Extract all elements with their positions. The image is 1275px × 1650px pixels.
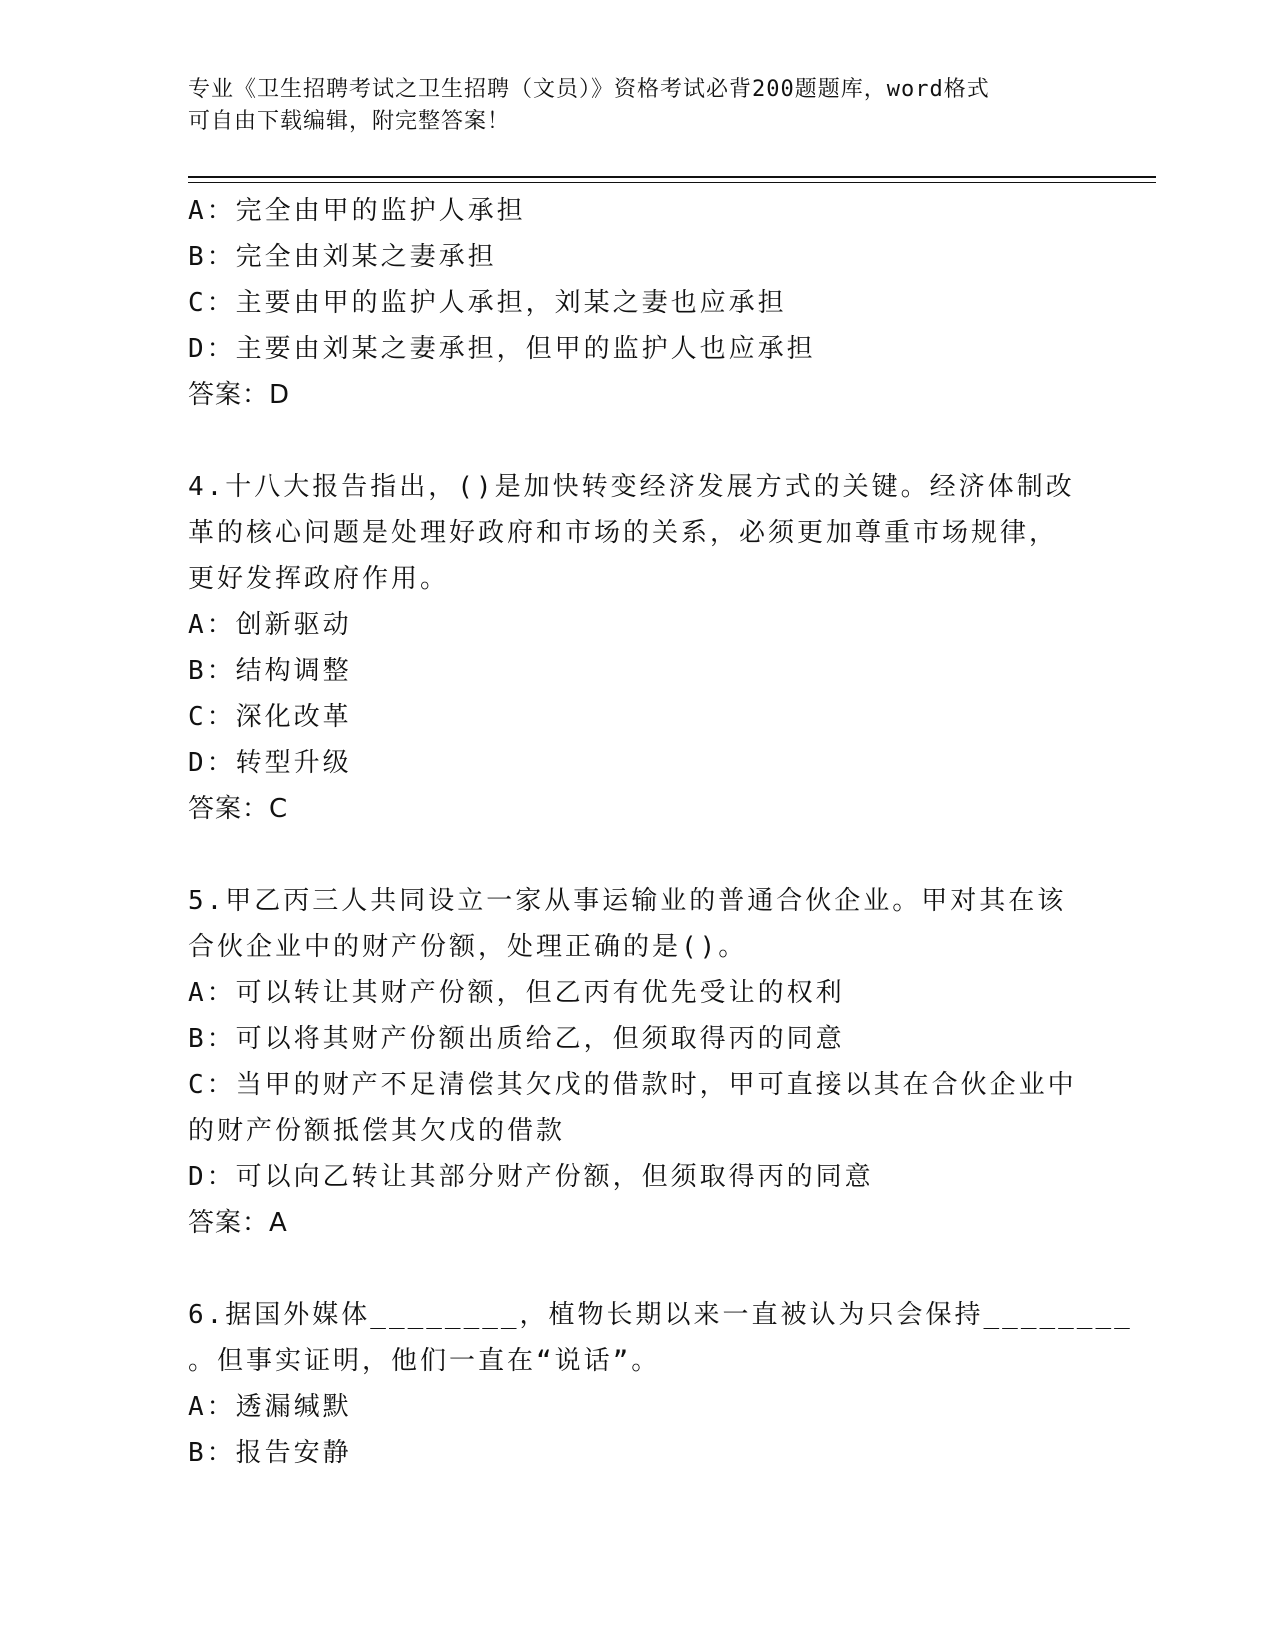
question-stem-line: 6.据国外媒体________，植物长期以来一直被认为只会保持________ <box>188 1300 1133 1330</box>
question-stem-line: 更好发挥政府作用。 <box>188 564 450 594</box>
option-a: A：完全由甲的监护人承担 <box>188 196 526 226</box>
option-c: C：当甲的财产不足清偿其欠戊的借款时，甲可直接以其在合伙企业中 <box>188 1070 1077 1100</box>
option-a: A：创新驱动 <box>188 610 352 640</box>
option-d: D：主要由刘某之妻承担，但甲的监护人也应承担 <box>188 334 816 364</box>
spacer <box>188 1246 1088 1292</box>
header-line-1: 专业《卫生招聘考试之卫生招聘（文员）》资格考试必背200题题库，word格式 <box>188 77 990 102</box>
option-c: C：深化改革 <box>188 702 352 732</box>
option-a: A：可以转让其财产份额，但乙丙有优先受让的权利 <box>188 978 845 1008</box>
question-3 <box>188 188 1088 418</box>
answer: 答案：D <box>188 380 291 410</box>
question-stem-line: 革的核心问题是处理好政府和市场的关系，必须更加尊重市场规律， <box>188 518 1059 548</box>
question-4 <box>188 464 1088 832</box>
question-stem-line: 5.甲乙丙三人共同设立一家从事运输业的普通合伙企业。甲对其在该 <box>188 886 1067 916</box>
header-divider-thick <box>188 176 1156 178</box>
option-c-continued: 的财产份额抵偿其欠戊的借款 <box>188 1116 566 1146</box>
question-content <box>188 188 1133 1476</box>
document-header <box>188 74 1088 138</box>
option-c: C：主要由甲的监护人承担，刘某之妻也应承担 <box>188 288 787 318</box>
option-b: B：报告安静 <box>188 1438 352 1468</box>
question-stem-line: 4.十八大报告指出，()是加快转变经济发展方式的关键。经济体制改 <box>188 472 1075 502</box>
option-b: B：结构调整 <box>188 656 352 686</box>
option-b: B：完全由刘某之妻承担 <box>188 242 497 272</box>
spacer <box>188 418 1088 464</box>
option-d: D：转型升级 <box>188 748 352 778</box>
question-5 <box>188 878 1088 1246</box>
answer: 答案：A <box>188 1208 288 1238</box>
question-stem-line: 。但事实证明，他们一直在“说话”。 <box>188 1346 661 1376</box>
header-line-2: 可自由下载编辑，附完整答案！ <box>188 109 511 134</box>
option-d: D：可以向乙转让其部分财产份额，但须取得丙的同意 <box>188 1162 874 1192</box>
question-stem-line: 合伙企业中的财产份额，处理正确的是()。 <box>188 932 748 962</box>
answer: 答案：C <box>188 794 289 824</box>
spacer <box>188 832 1088 878</box>
header-divider-thin <box>188 182 1156 183</box>
question-6 <box>188 1292 1133 1476</box>
option-a: A：透漏缄默 <box>188 1392 352 1422</box>
option-b: B：可以将其财产份额出质给乙，但须取得丙的同意 <box>188 1024 845 1054</box>
